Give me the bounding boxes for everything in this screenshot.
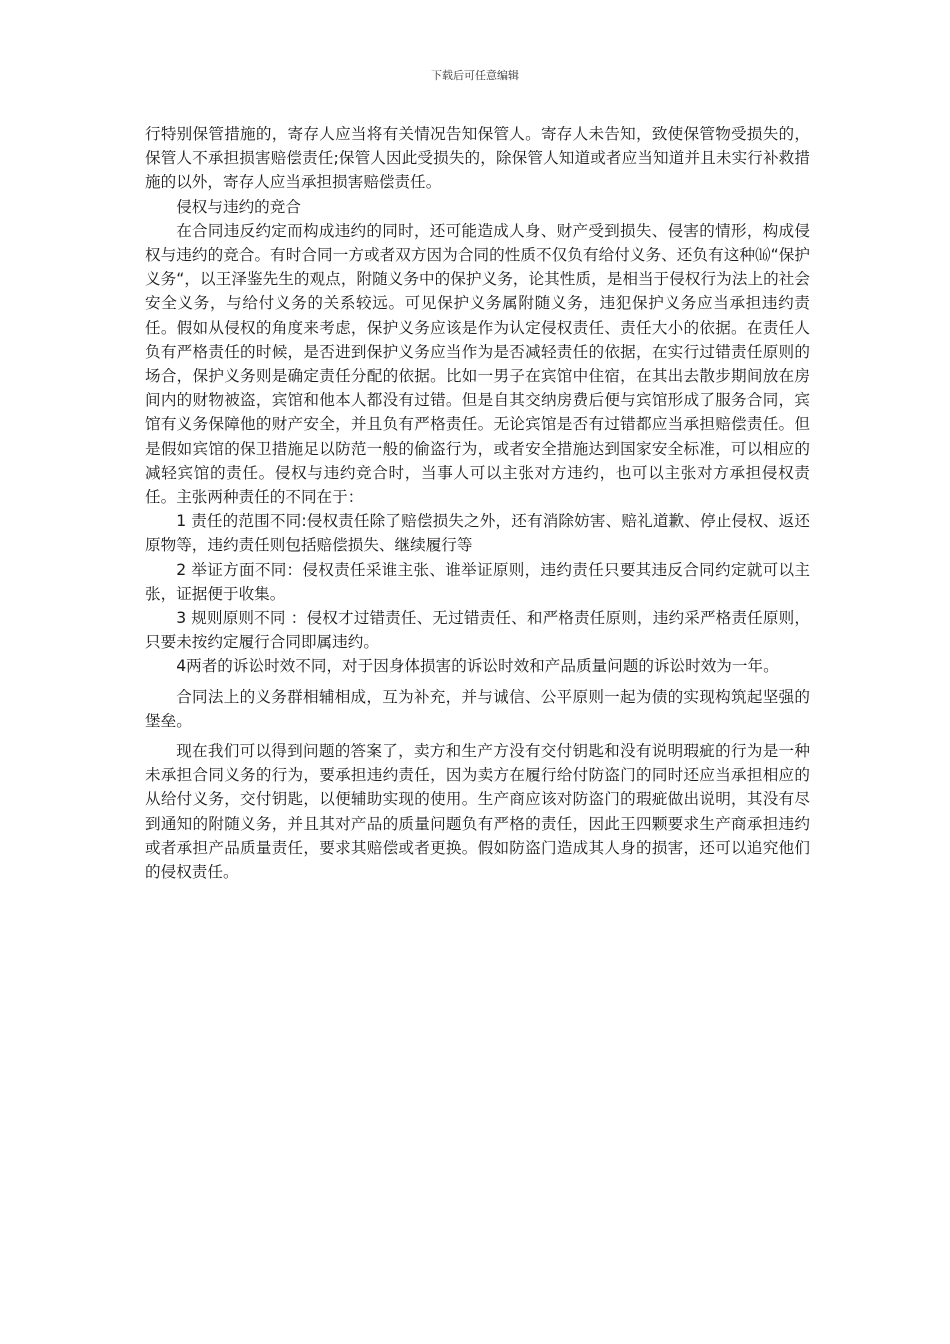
paragraph-continuation: 行特别保管措施的，寄存人应当将有关情况告知保管人。寄存人未告知，致使保管物受损失的，保管人不承担损害赔偿责任;保管人因此受损失的，除保管人知道或者应当知道并且未实行补救措施的以外，寄存人应当承担损害赔偿责任。 bbox=[145, 125, 810, 192]
paragraph-conclusion: 现在我们可以得到问题的答案了，卖方和生产方没有交付钥匙和没有说明瑕疵的行为是一种未承担合同义务的行为，要承担违约责任，因为卖方在履行给付防盗门的同时还应当承担相应的从给付义务，交付钥匙，以便辅助实现的使用。生产商应该对防盗门的瑕疵做出说明，其没有尽到通知的附随义务，并且其对产品的质量问题负有严格的责任，因此王四颗要求生产商承担违约或者承担产品质量责任，要求其赔偿或者更换。假如防盗门造成其人身的损害，还可以追究他们的侵权责任。 bbox=[145, 742, 810, 882]
paragraph-competition: 在合同违反约定而构成违约的同时，还可能造成人身、财产受到损失、侵害的情形，构成侵权与违约的竞合。有时合同一方或者双方因为合同的性质不仅负有给付义务、还负有这种⒃“保护义务“，以王泽鉴先生的观点，附随义务中的保护义务，论其性质，是相当于侵权行为法上的社会安全义务，与给付义务的关系较远。可见保护义务属附随义务，违犯保护义务应当承担违约责任。假如从侵权的角度来考虑，保护义务应该是作为认定侵权责任、责任大小的依据。在责任人负有严格责任的时候，是否进到保护义务应当作为是否减轻责任的依据，在实行过错责任原则的场合，保护义务则是确定责任分配的依据。比如一男子在宾馆中住宿，在其出去散步期间放在房间内的财物被盗，宾馆和他本人都没有过错。但是自其交纳房费后便与宾馆形成了服务合同，宾馆有义务保障他的财产安全，并且负有严格责任。无论宾馆是否有过错都应当承担赔偿责任。但是假如宾馆的保卫措施足以防范一般的偷盗行为，或者安全措施达到国家安全标准，可以相应的减轻宾馆的责任。侵权与违约竞合时，当事人可以主张对方违约，也可以主张对方承担侵权责任。主张两种责任的不同在于： bbox=[145, 221, 810, 507]
document-body bbox=[145, 122, 810, 884]
list-item-4: 4两者的诉讼时效不同，对于因身体损害的诉讼时效和产品质量问题的诉讼时效为一年。 bbox=[176, 657, 779, 676]
list-item-1: 1 责任的范围不同:侵权责任除了赔偿损失之外，还有消除妨害、赔礼道歉、停止侵权、返还原物等，违约责任则包括赔偿损失、继续履行等 bbox=[145, 512, 810, 555]
page-header: 下载后可任意编辑 bbox=[431, 69, 519, 82]
list-item-3: 3 规则原则不同 ：侵权才过错责任、无过错责任、和严格责任原则，违约采严格责任原则，只要未按约定履行合同即属违约。 bbox=[145, 609, 810, 652]
list-item-2: 2 举证方面不同：侵权责任采谁主张、谁举证原则，违约责任只要其违反合同约定就可以主张，证据便于收集。 bbox=[145, 560, 810, 603]
paragraph-obligations: 合同法上的义务群相辅相成，互为补充，并与诚信、公平原则一起为债的实现构筑起坚强的堡垒。 bbox=[145, 687, 810, 730]
section-heading: 侵权与违约的竞合 bbox=[176, 197, 301, 216]
